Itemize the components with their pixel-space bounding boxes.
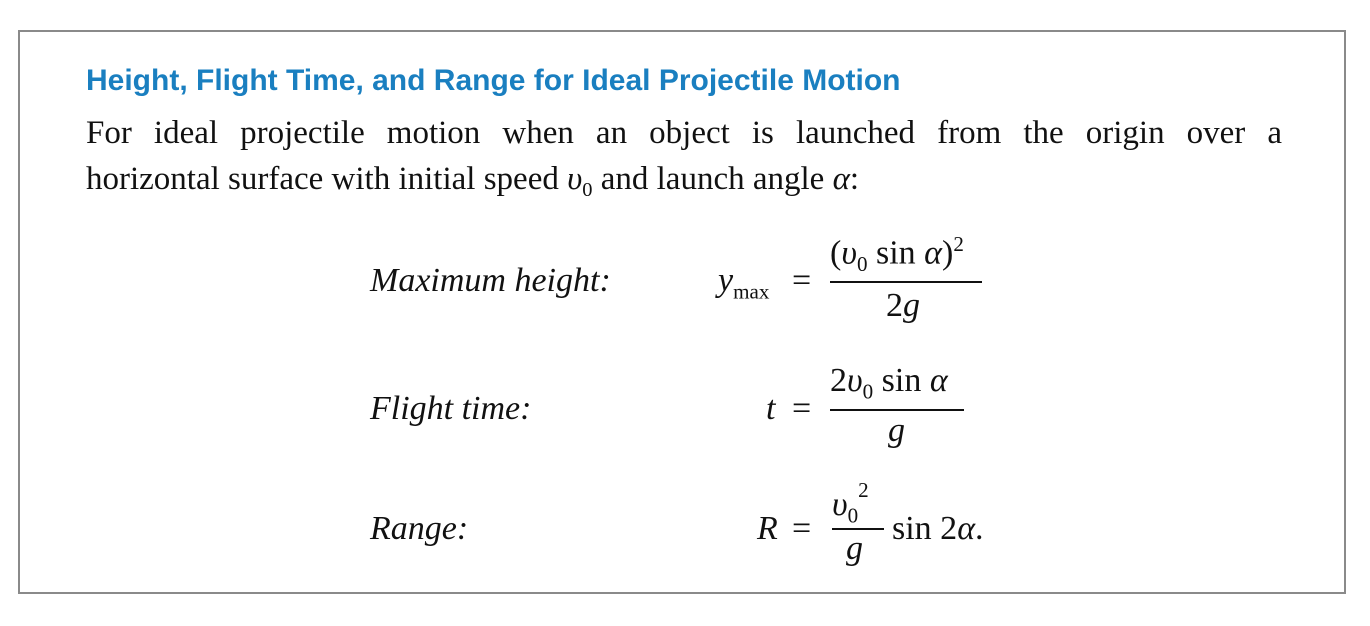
intro-paragraph <box>86 110 1282 213</box>
range-sin: sin 2 <box>892 510 958 547</box>
max-height-close-paren: ) <box>942 234 954 272</box>
speed-subscript: 0 <box>582 179 593 202</box>
intro-line-1: For ideal projectile motion when an object is launched from the origin over a <box>86 115 1282 151</box>
angle-symbol: α <box>832 161 850 197</box>
max-height-fraction-bar <box>830 281 982 283</box>
max-height-lhs <box>718 262 769 304</box>
range-lhs <box>757 510 778 548</box>
range-den-g: g <box>846 530 863 567</box>
flight-time-speed: υ <box>847 362 863 399</box>
max-height-var: y <box>718 262 734 299</box>
flight-time-den-g: g <box>888 412 905 449</box>
max-height-denominator <box>886 287 920 325</box>
max-height-sub: max <box>733 279 770 304</box>
intro-text-b: and launch angle <box>592 161 833 197</box>
range-denominator <box>846 530 863 568</box>
range-alpha: α <box>957 510 976 547</box>
range-tail <box>892 510 984 548</box>
flight-time-var: t <box>766 390 776 427</box>
max-height-equals: = <box>792 262 812 299</box>
range-var: R <box>757 510 778 547</box>
max-height-open-paren: ( <box>830 234 842 272</box>
flight-time-sin: sin <box>873 362 930 399</box>
flight-time-lhs <box>766 390 775 428</box>
max-height-alpha: α <box>924 234 943 272</box>
flight-time-numerator <box>830 362 948 404</box>
max-height-sin: sin <box>867 234 925 272</box>
max-height-speed-sub: 0 <box>856 252 868 277</box>
range-square: 2 <box>858 478 869 502</box>
flight-time-label: Flight time: <box>370 390 532 427</box>
range-label: Range: <box>370 510 469 547</box>
intro-text-a: horizontal surface with initial speed <box>86 161 568 197</box>
flight-time-speed-sub: 0 <box>862 379 874 404</box>
flight-time-alpha: α <box>929 362 948 399</box>
range-speed: υ <box>832 485 848 523</box>
max-height-numerator <box>830 232 964 277</box>
max-height-square: 2 <box>953 232 964 256</box>
flight-time-equals: = <box>792 390 812 427</box>
range-numerator <box>832 478 869 528</box>
max-height-label: Maximum height: <box>370 262 611 299</box>
range-speed-sub: 0 <box>847 503 859 528</box>
range-equals: = <box>792 510 812 547</box>
max-height-den-g: g <box>903 287 920 324</box>
flight-time-denominator <box>888 412 905 450</box>
range-period: . <box>975 510 984 547</box>
intro-line-2 <box>86 156 1282 213</box>
max-height-speed: υ <box>841 234 857 272</box>
speed-symbol: υ <box>567 161 583 197</box>
flight-time-two: 2 <box>830 362 847 399</box>
box-title: Height, Flight Time, and Range for Ideal Projectile Motion <box>86 64 901 97</box>
flight-time-fraction-bar <box>830 409 964 411</box>
intro-text-c: : <box>849 161 860 197</box>
max-height-den-two: 2 <box>886 287 903 324</box>
